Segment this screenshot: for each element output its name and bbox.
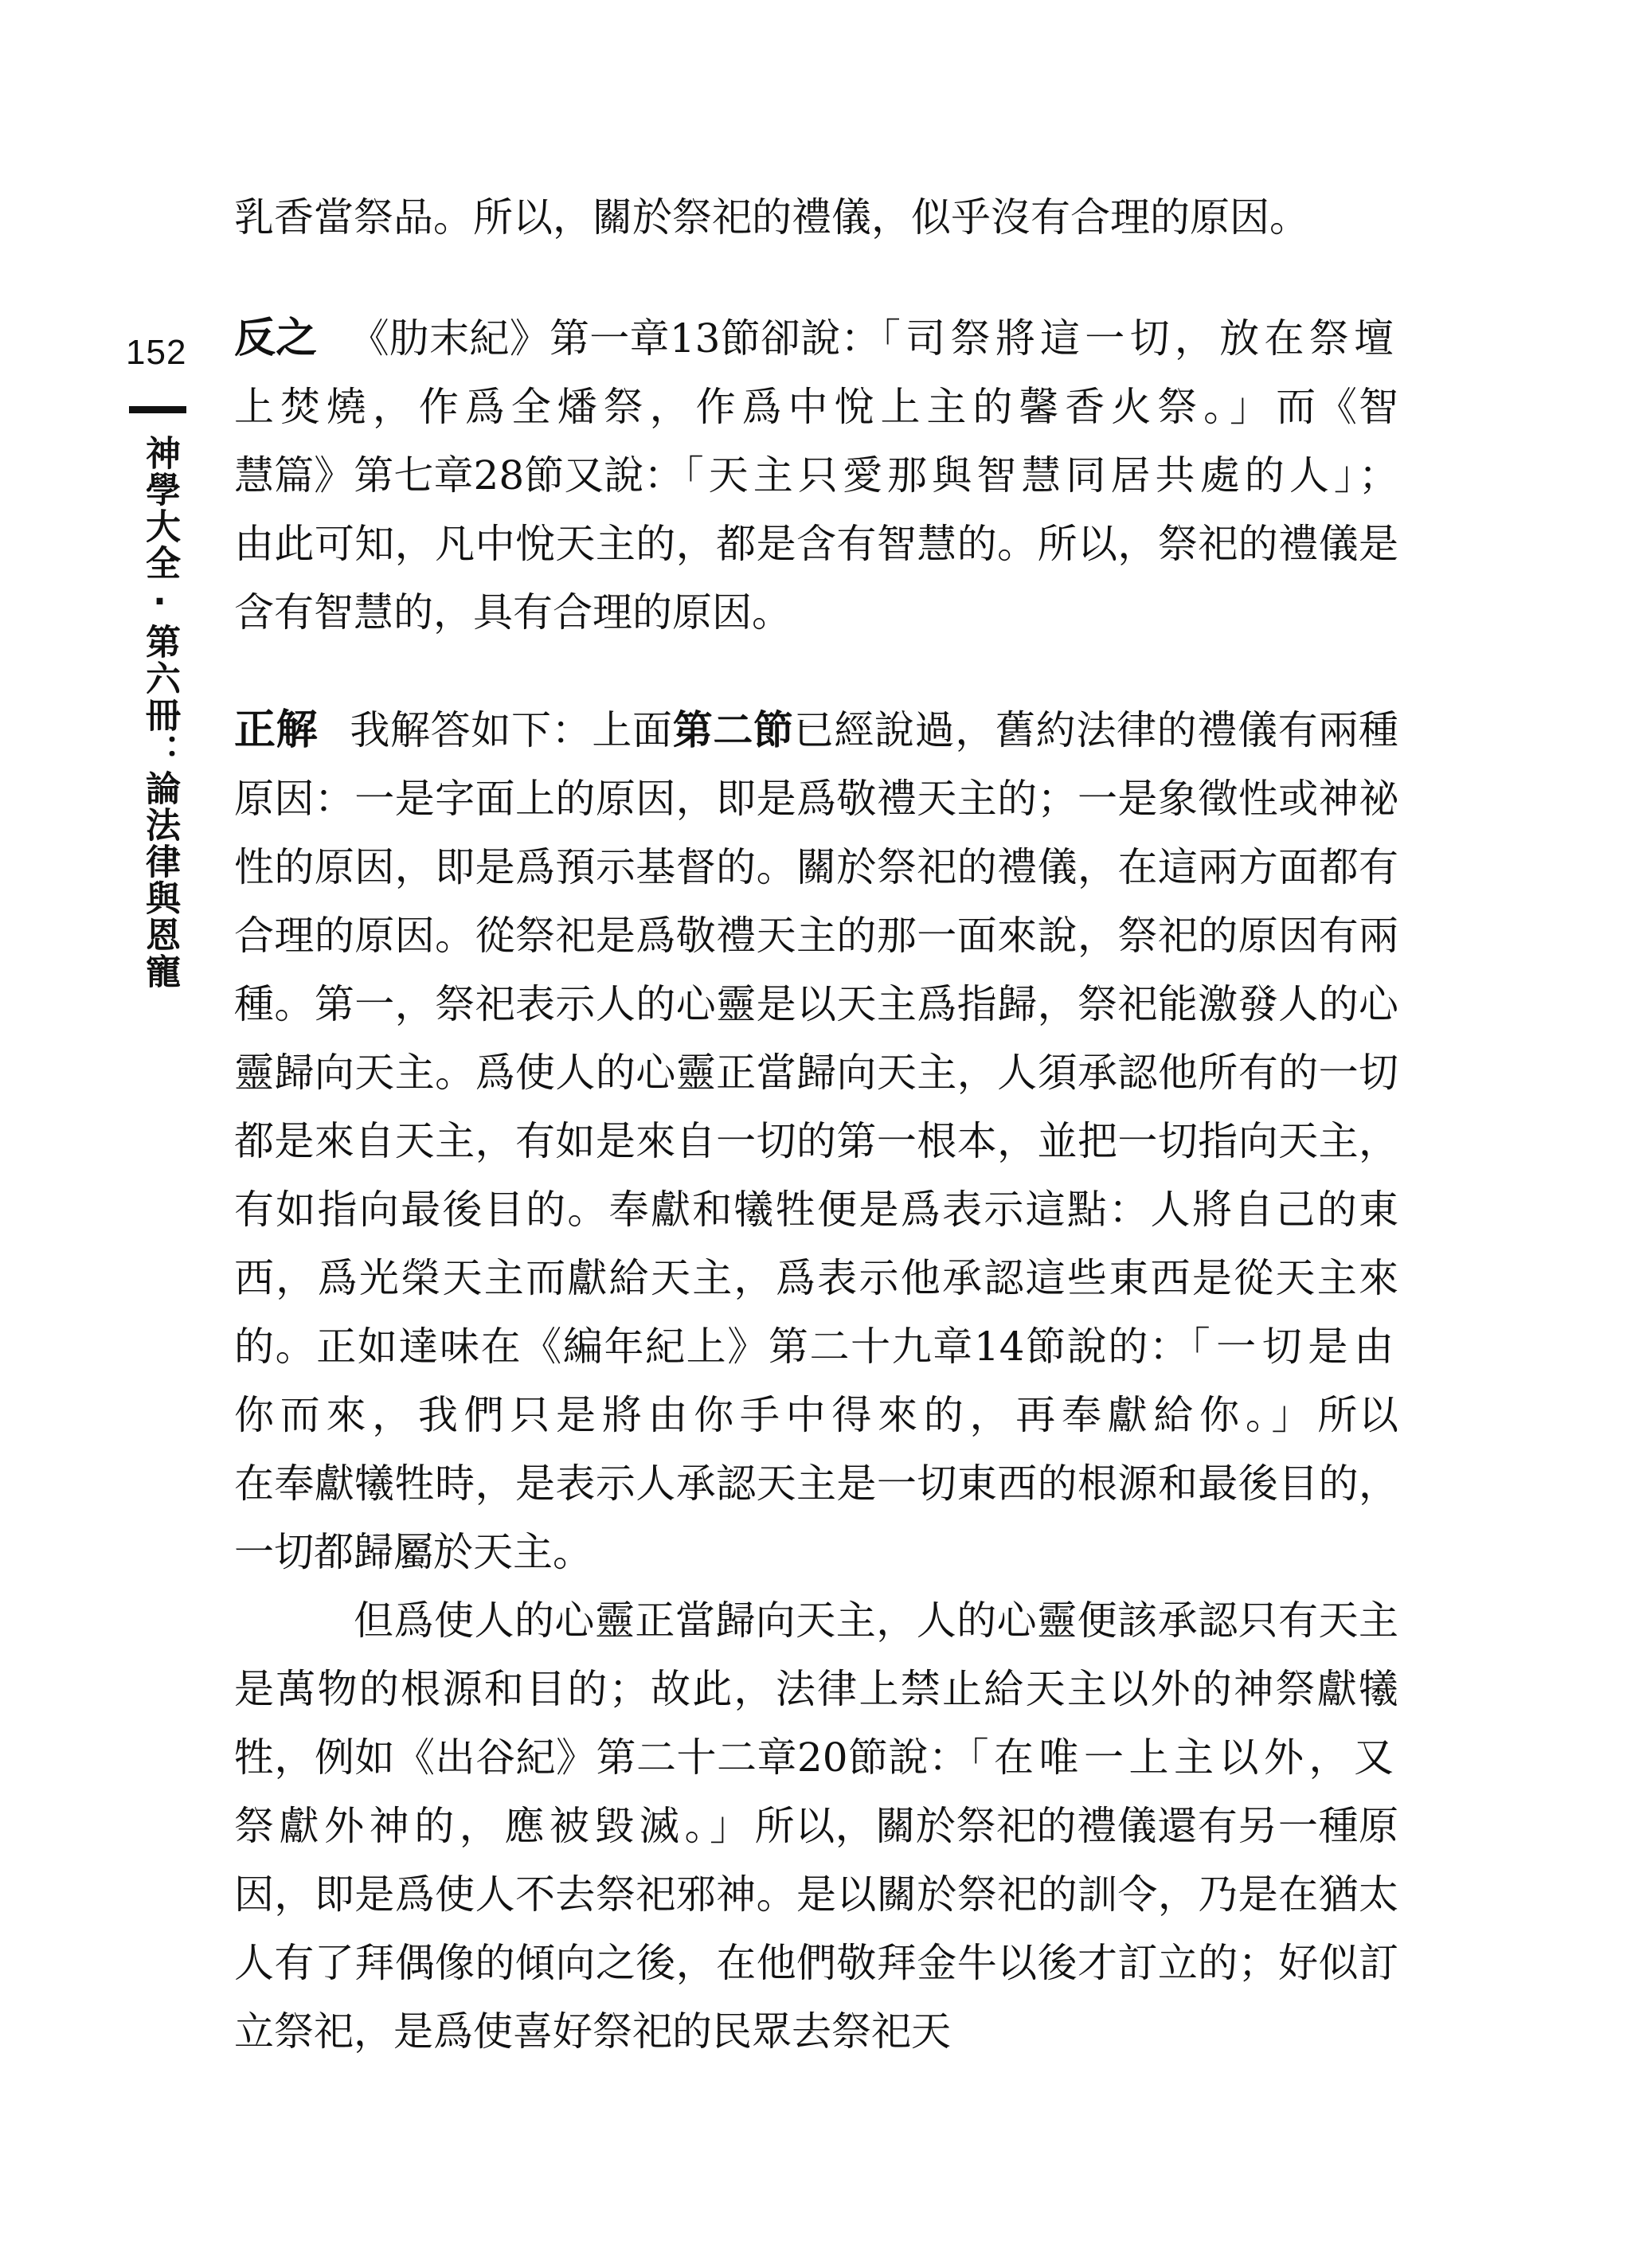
section-lead-on-the-contrary: 反之 bbox=[234, 315, 318, 362]
scripture-quote: 「天主只愛那與智慧同居共處的人」 bbox=[683, 452, 1359, 499]
paragraph-text: 但爲使人的心靈正當歸向天主，人的心靈便該承認只有天主是萬物的根源和目的；故此，法律上禁止給天主以外的神祭獻犧牲，例如《出谷紀》第二十二章20節說： bbox=[234, 1597, 1398, 1781]
scripture-quote: 「在唯一上主以外，又祭獻外神的，應被毀滅。」 bbox=[234, 1734, 1399, 1849]
scripture-quote: 「司祭將這一切，放在祭壇上焚燒，作爲全燔祭，作爲中悅上主的馨香火祭。」 bbox=[234, 315, 1399, 430]
paragraph-text: 而《智慧篇》第七章28節又說： bbox=[234, 384, 1399, 499]
body-text bbox=[234, 183, 1398, 2066]
scripture-quote: 「一切是由你而來，我們只是將由你手中得來的，再奉獻給你。」 bbox=[234, 1324, 1399, 1438]
cross-reference: 第二節 bbox=[672, 707, 794, 753]
running-head: 神學大全·第六冊：論法律與恩寵 bbox=[139, 435, 180, 990]
paragraph-text: 已經說過，舊約法律的禮儀有兩種原因：一是字面上的原因，即是爲敬禮天主的；一是象徵性或神祕性的原因，即是爲預示基督的。關於祭祀的禮儀，在這兩方面都有合理的原因。從祭祀是爲敬禮天主的那一面來說，祭祀的原因有兩種。第一，祭祀表示人的心靈是以天主爲指歸，祭祀能激發人的心靈歸向天主。爲使人的心靈正當歸向天主，人須承認他所有的一切都是來自天主，有如是來自一切的第一根本，並把一切指向天主，有如指向最後目的。奉獻和犧牲便是爲表示這點：人將自己的東西，爲光榮天主而獻給天主，爲表示他承認這些東西是從天主來的。正如達味在《編年紀上》第二十九章14節說的： bbox=[234, 707, 1399, 1370]
paragraph-text: ；由此可知，凡中悅天主的，都是含有智慧的。所以，祭祀的禮儀是含有智慧的，具有合理的原因。 bbox=[234, 452, 1399, 635]
paragraph-answer bbox=[234, 696, 1398, 1586]
section-lead-answer: 正解 bbox=[234, 706, 319, 754]
paragraph-continuation-indented bbox=[234, 1586, 1398, 2066]
paragraph-text: 乳香當祭品。所以，關於祭祀的禮儀，似乎沒有合理的原因。 bbox=[234, 194, 1309, 240]
margin-rule bbox=[129, 406, 186, 413]
paragraph-continuation bbox=[234, 183, 1398, 252]
paragraph-text: 我解答如下：上面 bbox=[350, 707, 673, 753]
page-number: 152 bbox=[126, 333, 187, 372]
paragraph-on-the-contrary bbox=[234, 304, 1398, 647]
paragraph-text: 所以在奉獻犧牲時，是表示人承認天主是一切東西的根源和最後目的，一切都歸屬於天主。 bbox=[234, 1392, 1399, 1575]
paragraph-text: 所以，關於祭祀的禮儀還有另一種原因，即是爲使人不去祭祀邪神。是以關於祭祀的訓令，乃是在猶太人有了拜偶像的傾向之後，在他們敬拜金牛以後才訂立的；好似訂立祭祀，是爲使喜好祭祀的民眾去祭祀天 bbox=[234, 1803, 1399, 2055]
paragraph-text: 《肋末紀》第一章13節卻說： bbox=[349, 315, 881, 362]
